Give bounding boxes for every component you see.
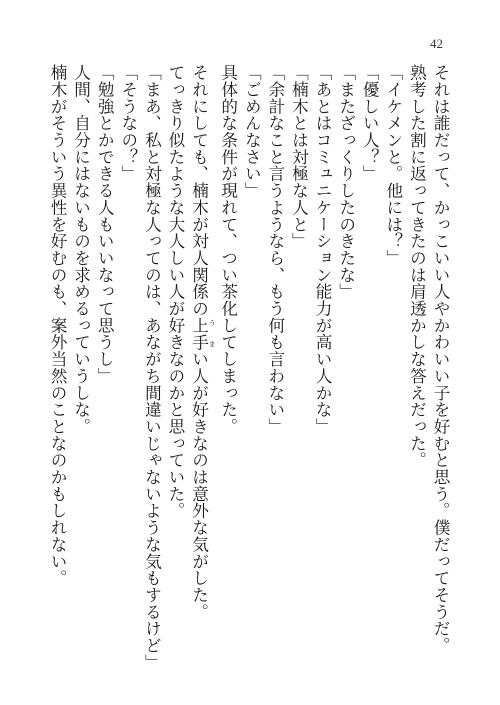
- text-line: 「余計なこと言うようなら、もう何も言わない」: [265, 64, 285, 435]
- text-line: 熟考した割に返ってきたのは肩透かしな答えだった。: [407, 64, 427, 469]
- text-line: 「楠木とは対極な人と」: [289, 64, 309, 250]
- novel-text-body: [45, 64, 452, 671]
- text-line: 「ごめんなさい」: [242, 64, 262, 199]
- text-line: 具体的な条件が現れて、つい茶化してしまった。: [218, 64, 238, 435]
- text-line: 「まあ、私と対極な人ってのは、あながち間違いじゃないような気もするけど」: [142, 64, 162, 671]
- text-line: それは誰だって、かっこいい人やかわいい子を好むと思う。僕だってそうだ。: [431, 64, 450, 654]
- text-line: 楠木がそういう異性を好むのも、案外当然のことなのかもしれない。: [48, 64, 67, 587]
- text-line: 「勉強とかできる人もいいなって思うし」: [95, 64, 115, 385]
- text-line: 「そうなの？」: [118, 64, 138, 182]
- text-line: 「またざっくりしたのきたな」: [336, 64, 356, 300]
- text-line: それにしても、楠木が対人関係の上手 う まい人が好きなのは意外な気がした。: [189, 64, 217, 621]
- text-line: 「イケメンと。他には？」: [383, 64, 403, 267]
- page-number: 42: [430, 36, 443, 51]
- text-line: てっきり似たような大人しい人が好きなのかと思っていた。: [165, 64, 185, 519]
- ruby-annotation: 上手 う ま: [189, 316, 217, 351]
- ruby-reading-text: う ま: [208, 316, 217, 351]
- text-line: 人間、自分にはないものを求めるっていうしな。: [71, 64, 91, 435]
- text-line: 「優しい人？」: [360, 64, 380, 182]
- text-line: 「あとはコミュニケーション能力が高い人かな」: [313, 64, 333, 435]
